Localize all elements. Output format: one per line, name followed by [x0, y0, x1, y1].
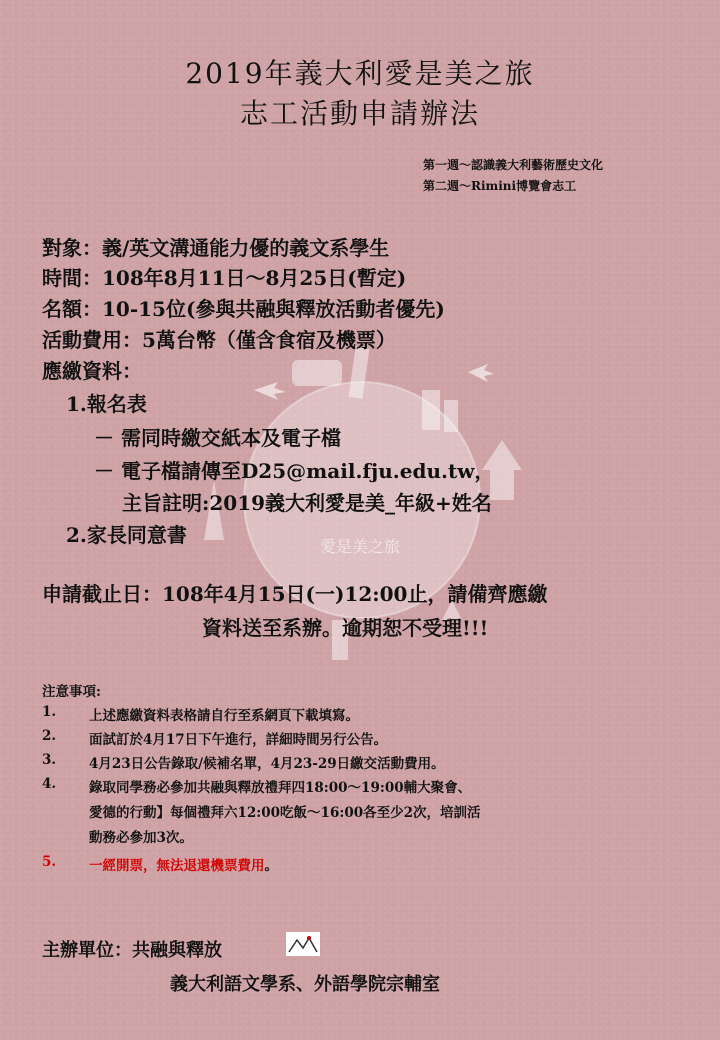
note-1-text: 上述應繳資料表格請自行至系網頁下載填寫。 [89, 708, 359, 724]
note-4-number: 4. [42, 776, 57, 792]
deadline-line-2: 資料送至系辦。逾期恕不受理!!! [202, 616, 489, 640]
material-item-1-sub-3: 主旨註明:2019義大利愛是美_年級+姓名 [122, 491, 492, 515]
page-title: 2019年義大利愛是美之旅 [185, 57, 535, 90]
note-2-text: 面試訂於4月17日下午進行，詳細時間另行公告。 [89, 732, 388, 748]
organizer-logo [286, 932, 320, 956]
note-4-continuation-2: 動務必參加3次。 [89, 830, 193, 846]
note-4-text: 錄取同學務必參加共融與釋放禮拜四18:00～19:00輔大聚會、 [89, 780, 472, 796]
page-subtitle: 志工活動申請辦法 [239, 97, 480, 130]
quota-line: 名額：10-15位(參與共融與釋放活動者優先) [42, 297, 445, 321]
note-2-number: 2. [42, 728, 57, 744]
material-item-1-sub-1: － 需同時繳交紙本及電子檔 [94, 426, 341, 450]
week-1-text: 第一週～認識義大利藝術歷史文化 [423, 158, 604, 172]
notes-heading: 注意事項: [42, 684, 101, 700]
deadline-line-1: 申請截止日：108年4月15日(一)12:00止，請備齊應繳 [42, 582, 548, 606]
note-1-number: 1. [42, 704, 57, 720]
note-5-suffix: 。 [264, 858, 278, 874]
organizer-label: 主辦單位：共融與釋放 [42, 940, 222, 961]
note-5-line [89, 854, 278, 874]
fee-line: 活動費用：5萬台幣（僅含食宿及機票） [42, 328, 396, 352]
time-line: 時間：108年8月11日～8月25日(暫定) [42, 266, 407, 290]
materials-heading: 應繳資料： [42, 359, 142, 383]
note-5-number: 5. [42, 854, 57, 870]
note-5-text: 一經開票，無法退還機票費用 [89, 858, 265, 874]
watermark-text: 愛是美之旅 [319, 537, 400, 556]
note-4-continuation-1: 愛德的行動】每個禮拜六12:00吃飯～16:00各至少2次，培訓活 [89, 805, 481, 821]
material-item-2: 2.家長同意書 [66, 523, 187, 547]
week-2-text: 第二週～Rimini博覽會志工 [423, 179, 577, 193]
target-line: 對象：義/英文溝通能力優的義文系學生 [42, 236, 390, 260]
note-3-number: 3. [42, 752, 57, 768]
material-item-1: 1.報名表 [66, 392, 147, 416]
note-3-text: 4月23日公告錄取/候補名單，4月23-29日繳交活動費用。 [89, 756, 445, 772]
material-item-1-sub-2: － 電子檔請傳至D25@mail.fju.edu.tw， [94, 459, 495, 483]
organizer-departments: 義大利語文學系、外語學院宗輔室 [170, 974, 440, 995]
